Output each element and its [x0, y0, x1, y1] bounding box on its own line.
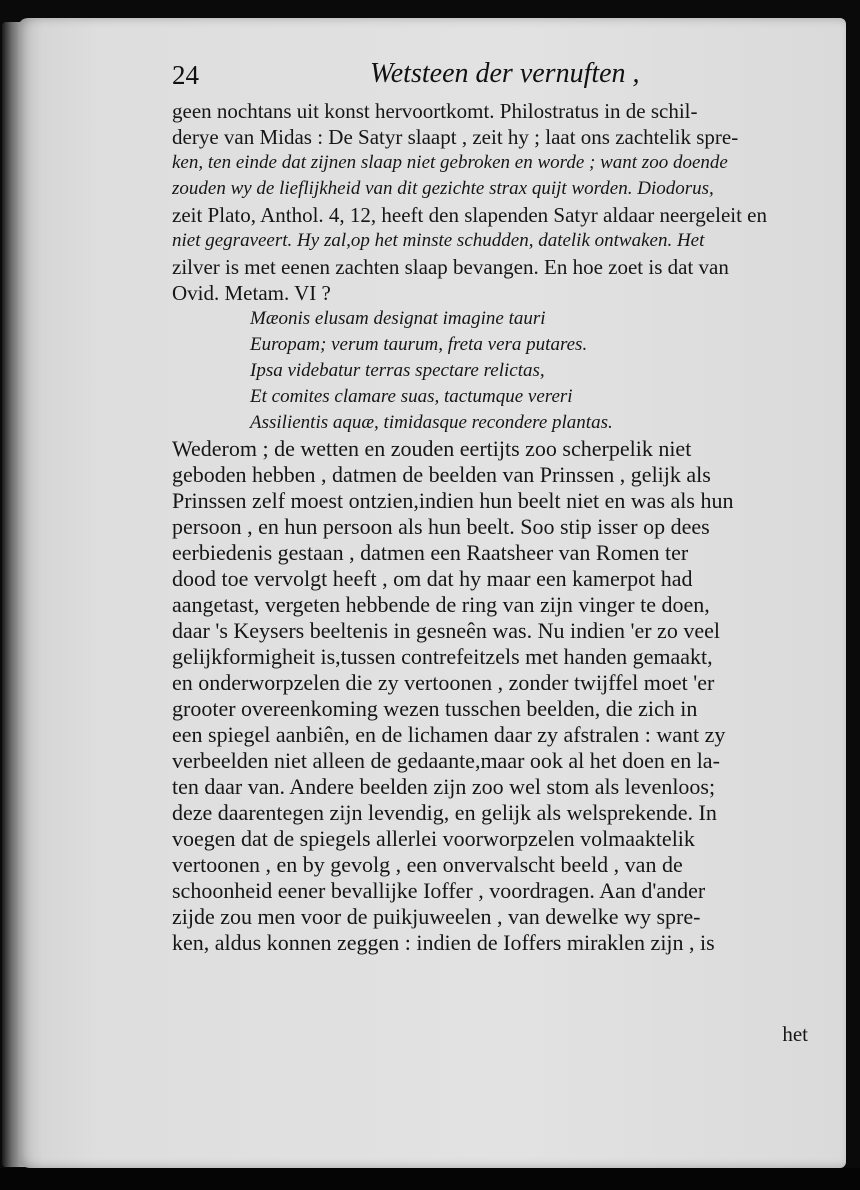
text-line: persoon , en hun persoon als hun beelt. Soo stip isser op dees — [172, 514, 710, 539]
text-line: gelijkformigheit is,tussen contrefeitzels met handen gemaakt, — [172, 644, 713, 669]
text-line: en onderworpzelen die zy vertoonen , zonder twijffel moet 'er — [172, 670, 715, 695]
text-line: grooter overeenkoming wezen tusschen beelden, die zich in — [172, 696, 698, 721]
body-text — [172, 98, 810, 956]
text-line: voegen dat de spiegels allerlei voorworpzelen volmaaktelik — [172, 826, 695, 851]
text-line: zilver is met eenen zachten slaap bevangen. En hoe zoet is dat van — [172, 255, 729, 279]
text-line: Ovid. Metam. VI ? — [172, 281, 331, 305]
verse-line: Et comites clamare suas, tactumque vereri — [250, 386, 573, 407]
text-line: een spiegel aanbiên, en de lichamen daar zy afstralen : want zy — [172, 722, 726, 747]
text-line: zijde zou men voor de puikjuweelen , van dewelke wy spre- — [172, 904, 701, 929]
verse-line: Mæonis elusam designat imagine tauri — [250, 308, 546, 329]
text-line: Wederom ; de wetten en zouden eertijts zoo scherpelik niet — [172, 436, 692, 461]
text-line: aangetast, vergeten hebbende de ring van zijn vinger te doen, — [172, 592, 710, 617]
verse-line: Assilientis aquæ, timidasque recondere plantas. — [250, 412, 613, 433]
page-number: 24 — [172, 60, 199, 90]
text-line: verbeelden niet alleen de gedaante,maar ook al het doen en la- — [172, 748, 720, 773]
text-line: schoonheid eener bevallijke Ioffer , voordragen. Aan d'ander — [172, 878, 706, 903]
text-line: zouden wy de lieflijkheid van dit gezichte strax quijt worden. Diodorus, — [172, 178, 714, 199]
running-title: Wetsteen der vernuften , — [370, 58, 640, 89]
text-line: dood toe vervolgt heeft , om dat hy maar een kamerpot had — [172, 566, 693, 591]
verse-line: Europam; verum taurum, freta vera putares. — [250, 334, 588, 355]
text-line: geboden hebben , datmen de beelden van Prinssen , gelijk als — [172, 462, 711, 487]
text-line: derye van Midas : De Satyr slaapt , zeit hy ; laat ons zachtelik spre- — [172, 125, 739, 149]
catchword: het — [782, 1022, 808, 1046]
text-line: ken, ten einde dat zijnen slaap niet gebroken en worde ; want zoo doende — [172, 152, 728, 173]
text-line: niet gegraveert. Hy zal,op het minste schudden, datelik ontwaken. Het — [172, 230, 705, 251]
text-line: ken, aldus konnen zeggen : indien de Ioffers miraklen zijn , is — [172, 930, 715, 955]
text-line: eerbiedenis gestaan , datmen een Raatsheer van Romen ter — [172, 540, 689, 565]
text-line: Prinssen zelf moest ontzien,indien hun beelt niet en was als hun — [172, 488, 734, 513]
page-header — [172, 56, 812, 96]
latin-verse — [172, 306, 810, 436]
text-line: geen nochtans uit konst hervoortkomt. Philostratus in de schil- — [172, 99, 698, 123]
verse-line: Ipsa videbatur terras spectare relictas, — [250, 360, 545, 381]
bottom-shadow — [0, 1168, 860, 1190]
text-line: ten daar van. Andere beelden zijn zoo wel stom als levenloos; — [172, 774, 716, 799]
text-line: deze daarentegen zijn levendig, en gelijk als welsprekende. In — [172, 800, 717, 825]
text-line: zeit Plato, Anthol. 4, 12, heeft den slapenden Satyr aldaar neergeleit en — [172, 203, 768, 227]
text-line: vertoonen , en by gevolg , een onvervalscht beeld , van de — [172, 852, 683, 877]
text-line: daar 's Keysers beeltenis in gesneên was. Nu indien 'er zo veel — [172, 618, 720, 643]
